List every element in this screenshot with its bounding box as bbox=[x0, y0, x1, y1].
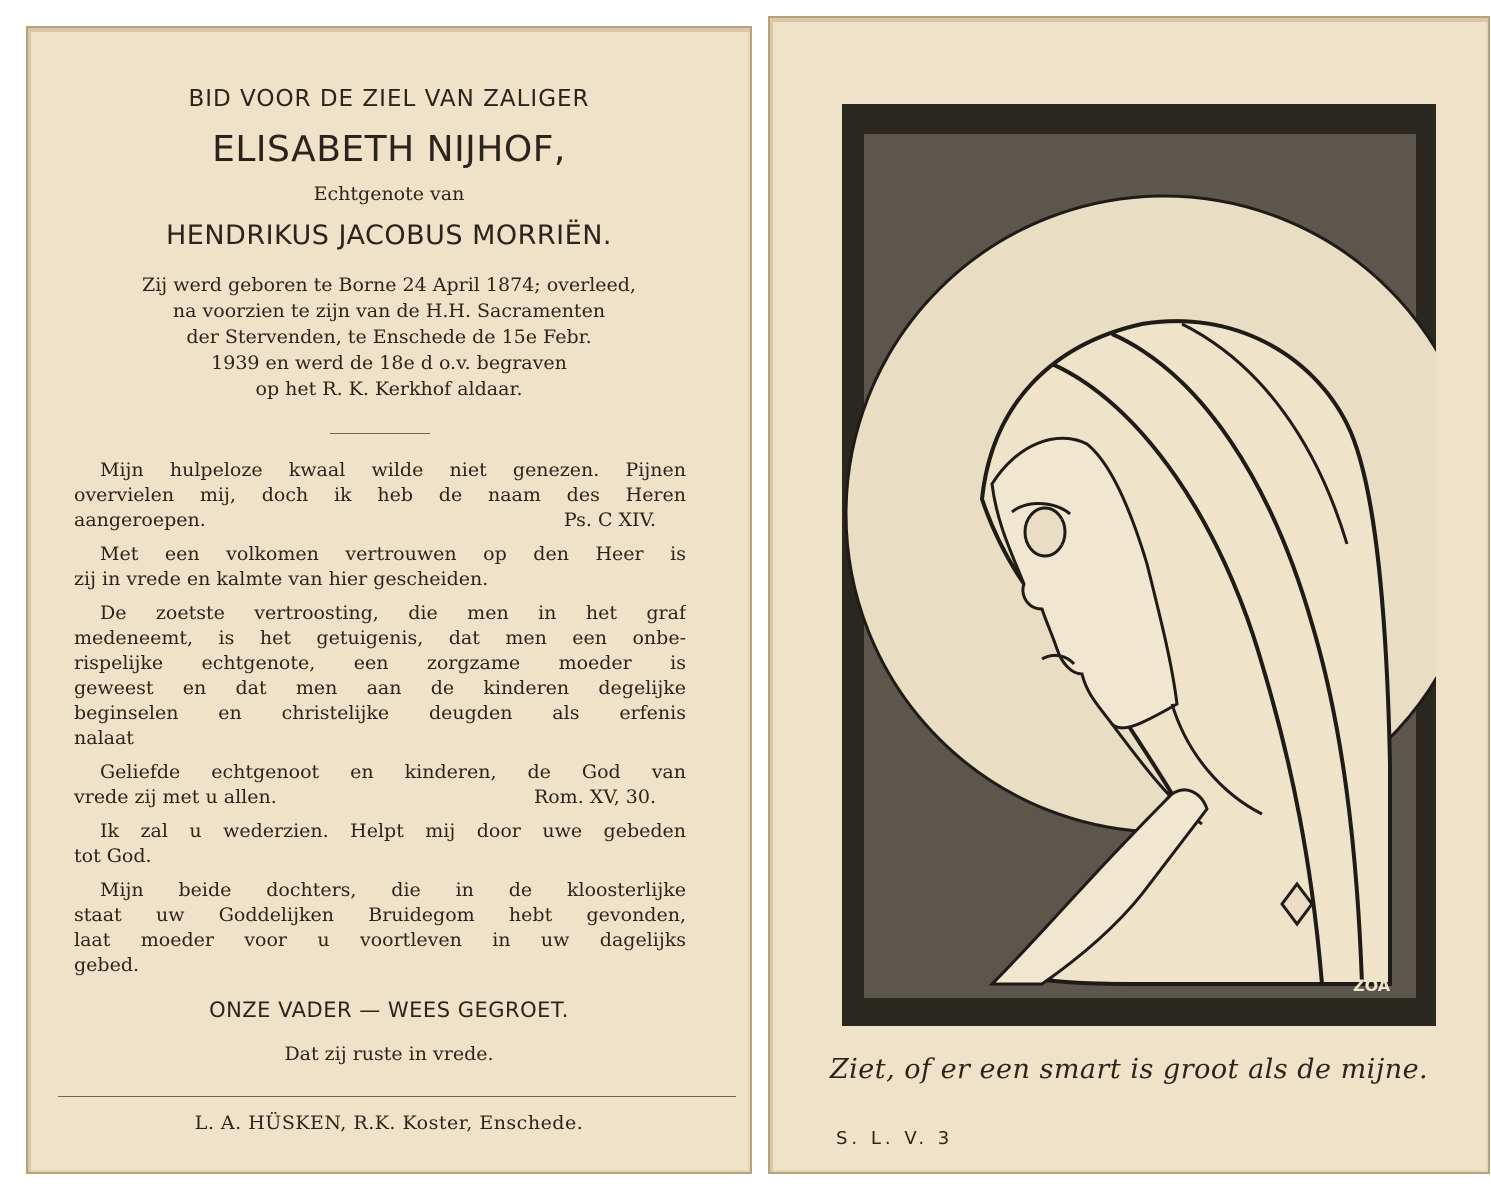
verse-line: Geliefde echtgenoot en kinderen, de God van bbox=[100, 761, 686, 783]
verse-line: tot God. bbox=[74, 845, 152, 867]
section-divider bbox=[330, 433, 430, 434]
spouse-name: HENDRIKUS JACOBUS MORRIËN. bbox=[165, 220, 612, 251]
scripture-reference: Rom. XV, 30. bbox=[533, 786, 656, 808]
artist-monogram: ZOA bbox=[1353, 976, 1391, 995]
prayer-line: ONZE VADER — WEES GEGROET. bbox=[209, 998, 569, 1022]
memorial-card-image-side bbox=[768, 16, 1490, 1174]
verse-line: medeneemt, is het getuigenis, dat men een onbe- bbox=[74, 627, 686, 649]
verse-line: staat uw Goddelijken Bruidegom hebt gevonden, bbox=[74, 904, 686, 926]
scripture-reference: Ps. C XIV. bbox=[563, 509, 656, 531]
verse-line: Mijn hulpeloze kwaal wilde niet genezen. Pijnen bbox=[100, 459, 686, 481]
image-caption: Ziet, of er een smart is groot als de mijne. bbox=[829, 1054, 1429, 1085]
bio-line: 1939 en werd de 18e d o.v. begraven bbox=[211, 352, 567, 374]
series-code: S. L. V. 3 bbox=[836, 1128, 954, 1149]
verse-line: zij in vrede en kalmte van hier gescheiden. bbox=[74, 568, 489, 590]
verse-line-with-reference bbox=[74, 785, 686, 810]
verse-paragraph bbox=[74, 601, 686, 751]
memorial-card-text-side bbox=[26, 26, 752, 1174]
verse-line: Ik zal u wederzien. Helpt mij door uwe gebeden bbox=[100, 820, 686, 842]
verse-paragraph bbox=[74, 878, 686, 978]
verse-line: rispelijke echtgenote, een zorgzame moeder is bbox=[74, 652, 686, 674]
verse-line: overvielen mij, doch ik heb de naam des Heren bbox=[74, 484, 686, 506]
bio-line: op het R. K. Kerkhof aldaar. bbox=[255, 378, 523, 400]
verse-line: De zoetste vertroosting, die men in het graf bbox=[100, 602, 686, 624]
verse-paragraph bbox=[74, 760, 686, 810]
verse-line: beginselen en christelijke deugden als erfenis bbox=[74, 702, 686, 724]
verse-line: nalaat bbox=[74, 727, 134, 749]
verses-block bbox=[74, 458, 686, 987]
verse-paragraph bbox=[74, 458, 686, 533]
verse-line: Mijn beide dochters, die in de kloosterlijke bbox=[100, 879, 686, 901]
verse-paragraph bbox=[74, 819, 686, 869]
verse-line-with-reference bbox=[74, 508, 686, 533]
verse-line: aangeroepen. bbox=[74, 509, 206, 531]
bio-line: der Stervenden, te Enschede de 15e Febr. bbox=[186, 326, 592, 348]
bio-line: na voorzien te zijn van de H.H. Sacramenten bbox=[172, 300, 606, 322]
bio-line: Zij werd geboren te Borne 24 April 1874; overleed, bbox=[142, 274, 636, 296]
closing-line: Dat zij ruste in vrede. bbox=[284, 1043, 494, 1065]
deceased-name: ELISABETH NIJHOF, bbox=[212, 129, 566, 170]
verse-line: vrede zij met u allen. bbox=[74, 786, 277, 808]
verse-line: geweest en dat men aan de kinderen degelijke bbox=[74, 677, 686, 699]
spouse-label: Echtgenote van bbox=[313, 183, 465, 205]
biography-block bbox=[68, 272, 710, 402]
madonna-illustration bbox=[842, 104, 1436, 1026]
verse-line: gebed. bbox=[74, 954, 140, 976]
printer-credit: L. A. HÜSKEN, R.K. Koster, Enschede. bbox=[194, 1112, 584, 1134]
eye-shape bbox=[1025, 508, 1065, 556]
verse-line: Met een volkomen vertrouwen op den Heer is bbox=[100, 543, 686, 565]
verse-line: laat moeder voor u voortleven in uw dagelijks bbox=[74, 929, 686, 951]
verse-paragraph bbox=[74, 542, 686, 592]
footer-divider bbox=[58, 1096, 736, 1097]
prayer-heading: BID VOOR DE ZIEL VAN ZALIGER bbox=[188, 86, 590, 112]
